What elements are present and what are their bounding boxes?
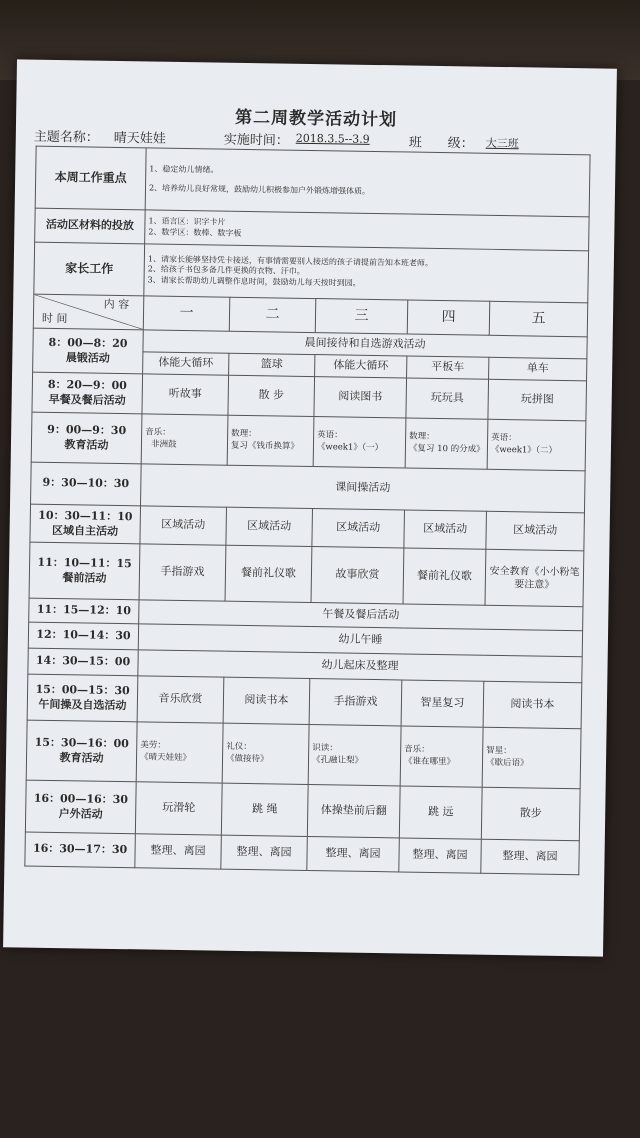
lesson-subject: 识读： (312, 743, 338, 754)
activity-cell: 餐前礼仪歌 (225, 545, 312, 602)
time-cell (32, 372, 143, 414)
lesson-title: 《week1》（二） (490, 444, 558, 456)
activity-cell: 散步 (481, 787, 580, 841)
lesson-title: 复习《钱币换算》 (230, 440, 300, 452)
table-row (25, 780, 580, 841)
time-activity: 餐前活动 (62, 570, 107, 585)
lesson-cell (487, 419, 586, 471)
time-range: 9：30—10：30 (42, 476, 130, 491)
span-cell: 晨间接待和自选游戏活动 (143, 330, 587, 359)
lesson-subject: 智星： (486, 746, 512, 757)
activity-cell: 手指游戏 (309, 679, 402, 726)
span-cell: 午餐及餐后活动 (139, 600, 583, 631)
time-cell (31, 462, 142, 506)
activity-cell: 单车 (489, 357, 587, 381)
day-1-header: 一 (143, 296, 230, 331)
class-value: 大三班 (485, 136, 519, 151)
time-cell (28, 622, 138, 650)
materials-line: 2、数学区：数棒、数字板 (148, 226, 242, 238)
time-activity: 区域自主活动 (52, 523, 119, 538)
lesson-title: 《week1》（一） (316, 441, 384, 453)
lesson-title: 《晴天娃娃》 (139, 751, 192, 763)
time-range: 12：10—14：30 (36, 628, 131, 643)
activity-cell: 平板车 (407, 356, 489, 379)
lesson-cell (400, 726, 483, 787)
activity-cell: 篮球 (229, 353, 315, 376)
time-cell (29, 598, 139, 624)
activity-cell: 跳 远 (399, 786, 482, 839)
time-range: 16：30—17：30 (32, 842, 128, 857)
lesson-title: 《做接待》 (225, 753, 269, 764)
lesson-subject: 音乐： (404, 744, 430, 756)
plan-sheet (3, 59, 617, 956)
activity-cell: 安全教育《小小粉笔要注意》 (485, 549, 584, 607)
activity-cell: 玩滑轮 (135, 782, 222, 835)
day-2-header: 二 (229, 297, 316, 332)
activity-cell: 整理、离园 (135, 834, 222, 869)
lesson-cell (308, 725, 401, 786)
time-activity: 教育活动 (59, 750, 104, 765)
date-label: 实施时间： (223, 132, 289, 149)
parents-line: 2、给孩子书包多备几件更换的衣物、汗巾。 (147, 264, 305, 277)
activity-cell: 整理、离园 (221, 835, 308, 870)
time-range: 14：30—15：00 (35, 654, 131, 669)
materials-line: 1、语言区：识字卡片 (148, 216, 226, 227)
activity-cell: 音乐欣赏 (137, 676, 224, 723)
lesson-subject: 音乐： (145, 427, 171, 439)
time-range: 10：30—11：10 (38, 508, 133, 524)
date-value: 2018.3.5--3.9 (295, 131, 370, 146)
focus-row (35, 146, 590, 217)
time-cell (30, 504, 141, 544)
activity-cell: 跳 绳 (221, 783, 308, 836)
page-title: 第二周教学活动计划 (234, 107, 398, 131)
activity-cell: 体操垫前后翻 (307, 785, 400, 838)
activity-cell: 体能大循环 (315, 355, 407, 378)
activity-cell: 体能大循环 (143, 352, 229, 375)
activity-cell: 阅读书本 (483, 681, 582, 729)
activity-cell: 玩玩具 (406, 378, 489, 419)
lesson-title: 非洲鼓 (150, 438, 177, 450)
day-4-header: 四 (407, 300, 490, 335)
activity-cell: 区域活动 (404, 510, 487, 549)
lesson-subject: 数理： (231, 429, 257, 440)
content-header: 内 容 (103, 297, 130, 312)
time-cell (31, 412, 142, 464)
activity-cell: 区域活动 (140, 506, 227, 545)
time-cell (33, 328, 144, 374)
day-5-header: 五 (489, 301, 588, 337)
lesson-title: 《歇后语》 (485, 757, 529, 768)
focus-content (145, 148, 590, 217)
table-row (26, 720, 581, 789)
lesson-title: 《复习 10 的分成》 (408, 443, 485, 455)
lesson-subject: 美劳： (140, 740, 166, 752)
lesson-cell (141, 414, 228, 465)
time-range: 8：00—8：20 (48, 336, 128, 351)
time-range: 8：20—9：00 (47, 378, 127, 393)
lesson-cell (136, 722, 223, 783)
time-range: 9：00—9：30 (47, 423, 127, 438)
lesson-cell (313, 417, 406, 468)
parents-row (34, 242, 589, 303)
table-row (29, 542, 584, 607)
lesson-title: 《谁在哪里》 (403, 756, 456, 767)
lesson-cell (222, 723, 309, 784)
time-cell (26, 720, 137, 782)
day-3-header: 三 (315, 299, 408, 334)
parents-line: 1、请家长能够坚持凭卡接送，有事情需要别人接送的孩子请提前告知本班老师。 (147, 254, 434, 268)
focus-label: 本周工作重点 (35, 146, 146, 210)
lesson-title: 《孔融让梨》 (311, 754, 364, 766)
activity-cell: 玩拼图 (488, 379, 587, 421)
plan-table (24, 146, 590, 876)
activity-cell: 听故事 (142, 374, 229, 415)
time-cell (28, 648, 138, 676)
time-header: 时 间 (41, 311, 68, 325)
activity-cell: 智星复习 (401, 680, 484, 727)
lesson-subject: 数理： (409, 432, 435, 443)
activity-cell: 区域活动 (312, 509, 405, 548)
table-row (31, 412, 586, 471)
theme-label: 主题名称： (33, 129, 99, 146)
time-range: 11：15—12：10 (36, 603, 132, 618)
time-range: 15：30—16：00 (34, 735, 129, 751)
time-activity: 教育活动 (64, 437, 109, 452)
time-cell (25, 832, 136, 868)
lesson-cell (405, 418, 488, 469)
focus-line: 2、培养幼儿良好常规，鼓励幼儿积极参加户外锻炼增强体质。 (148, 182, 371, 196)
lesson-cell (227, 415, 314, 466)
lesson-subject: 礼仪： (226, 742, 252, 753)
activity-cell: 散 步 (228, 375, 315, 416)
time-cell (27, 674, 138, 722)
activity-cell: 餐前礼仪歌 (403, 548, 486, 605)
activity-cell: 区域活动 (226, 507, 313, 546)
activity-cell: 整理、离园 (399, 838, 482, 873)
lesson-cell (482, 727, 581, 789)
lesson-subject: 英语： (491, 433, 517, 444)
materials-label: 活动区材料的投放 (35, 208, 146, 244)
time-activity: 户外活动 (58, 806, 103, 821)
span-cell: 幼儿起床及整理 (138, 650, 582, 683)
activity-cell: 阅读书本 (223, 677, 310, 724)
activity-cell: 整理、离园 (481, 839, 580, 875)
parents-line: 3、请家长帮助幼儿调整作息时间，鼓励幼儿每天按时到园。 (147, 275, 361, 288)
time-activity: 晨锻活动 (65, 350, 110, 365)
parents-content (144, 244, 589, 303)
time-cell (25, 780, 136, 834)
time-activity: 早餐及餐后活动 (48, 392, 126, 407)
lesson-subject: 英语： (317, 430, 343, 441)
activity-cell: 区域活动 (486, 511, 585, 551)
table-row (25, 832, 580, 875)
parents-label: 家长工作 (34, 242, 145, 296)
activity-cell: 整理、离园 (307, 836, 400, 871)
focus-line: 1、稳定幼儿情绪。 (149, 164, 219, 175)
time-cell (29, 542, 140, 600)
span-cell: 幼儿午睡 (138, 624, 582, 657)
time-range: 11：10—11：15 (37, 555, 132, 571)
span-cell: 课间操活动 (141, 464, 586, 513)
header-corner (33, 294, 144, 330)
time-range: 15：00—15：30 (35, 682, 130, 698)
class-label: 班 级： (408, 135, 474, 152)
theme-value: 晴天娃娃 (113, 130, 166, 147)
time-activity: 午间操及自选活动 (38, 697, 127, 712)
activity-cell: 故事欣赏 (311, 547, 404, 604)
activity-cell: 手指游戏 (139, 544, 226, 601)
time-range: 16：00—16：30 (33, 791, 129, 807)
activity-cell: 阅读图书 (314, 377, 407, 418)
